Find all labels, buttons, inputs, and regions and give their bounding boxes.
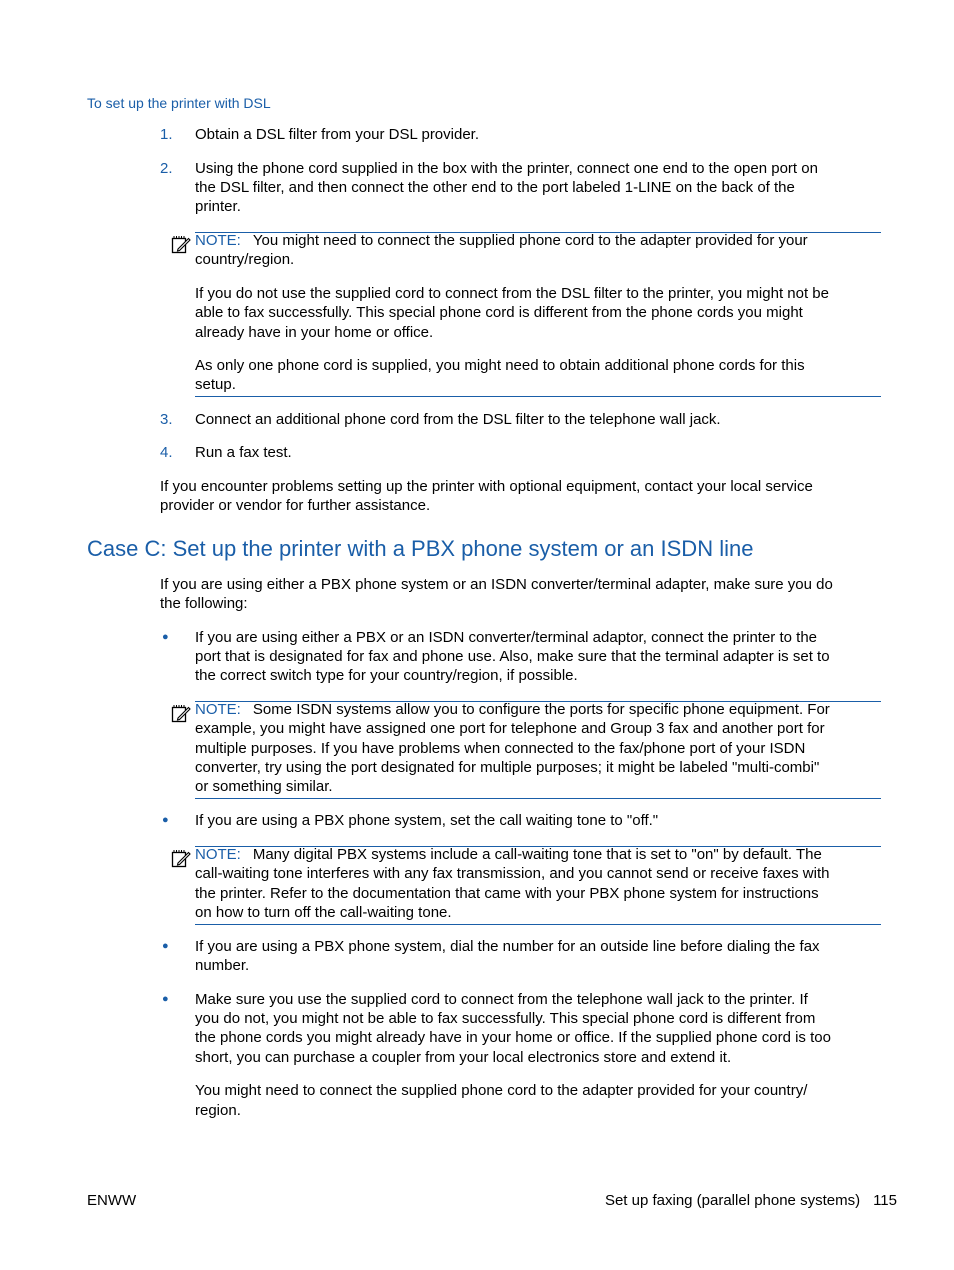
step-text-line: the DSL filter, and then connect the other end to the port labeled 1-LINE on the back of the bbox=[195, 179, 795, 196]
bullet-marker: ● bbox=[162, 940, 169, 952]
note-icon bbox=[171, 848, 191, 868]
note-first-line bbox=[195, 231, 808, 251]
bullet-text-line: If you are using either a PBX or an ISDN converter/terminal adaptor, connect the printer to the bbox=[195, 629, 818, 646]
footer-left-label: ENWW bbox=[87, 1192, 137, 1209]
bullet-marker: ● bbox=[162, 814, 169, 826]
note-bottom-rule bbox=[195, 798, 881, 799]
note-para-line: If you do not use the supplied cord to connect from the DSL filter to the printer, you might not be bbox=[195, 285, 829, 302]
bullet-marker: ● bbox=[162, 631, 169, 643]
dsl-closing-line: If you encounter problems setting up the printer with optional equipment, contact your local service bbox=[160, 478, 813, 495]
bullet-text-line: region. bbox=[195, 1102, 241, 1119]
note-icon bbox=[171, 234, 191, 254]
bullet-marker: ● bbox=[162, 993, 169, 1005]
note-bottom-rule bbox=[195, 924, 881, 925]
step-number: 1. bbox=[160, 126, 173, 143]
note-para-line: able to fax successfully. This special phone cord is different from the phone cords you might bbox=[195, 304, 803, 321]
step-text-line: Using the phone cord supplied in the box with the printer, connect one end to the open port on bbox=[195, 160, 818, 177]
bullet-text-line: port that is designated for fax and phone use. Also, make sure that the terminal adapter is set to bbox=[195, 648, 830, 665]
step-text: Obtain a DSL filter from your DSL provider. bbox=[195, 126, 480, 143]
note-label: NOTE: bbox=[195, 232, 241, 249]
case-c-intro-line: the following: bbox=[160, 595, 248, 612]
bullet-text-line: you do not, you might not be able to fax successfully. This special phone cord is different from bbox=[195, 1010, 816, 1027]
case-c-heading: Case C: Set up the printer with a PBX phone system or an ISDN line bbox=[87, 536, 754, 561]
bullet-text: If you are using a PBX phone system, set the call waiting tone to "off." bbox=[195, 812, 659, 829]
step-number: 4. bbox=[160, 444, 173, 461]
note-text-line: multiple purposes. If you have problems when connected to the fax/phone port of your ISDN bbox=[195, 740, 806, 757]
note-text-line: or something similar. bbox=[195, 778, 333, 795]
note-label: NOTE: bbox=[195, 846, 241, 863]
note-text: Many digital PBX systems include a call-waiting tone that is set to "on" by default. The bbox=[252, 846, 822, 863]
step-text-line: printer. bbox=[195, 198, 241, 215]
note-para-line: As only one phone cord is supplied, you might need to obtain additional phone cords for this bbox=[195, 357, 805, 374]
step-text: Connect an additional phone cord from the DSL filter to the telephone wall jack. bbox=[195, 411, 721, 428]
note-label: NOTE: bbox=[195, 701, 241, 718]
page-number: 115 bbox=[873, 1192, 897, 1209]
dsl-section-heading: To set up the printer with DSL bbox=[87, 95, 271, 111]
bullet-text-line: number. bbox=[195, 957, 250, 974]
step-text: Run a fax test. bbox=[195, 444, 292, 461]
note-para-line: setup. bbox=[195, 376, 236, 393]
dsl-closing-line: provider or vendor for further assistance. bbox=[160, 497, 431, 514]
bullet-text-line: If you are using a PBX phone system, dial the number for an outside line before dialing the fax bbox=[195, 938, 820, 955]
note-text-line: country/region. bbox=[195, 251, 295, 268]
note-para-line: already have in your home or office. bbox=[195, 324, 434, 341]
step-number: 3. bbox=[160, 411, 173, 428]
note-first-line bbox=[195, 845, 822, 865]
note-text-line: converter, try using the port designated for multiple purposes; it might be labeled "multi-combi" bbox=[195, 759, 820, 776]
note-text-line: example, you might have assigned one port for telephone and Group 3 fax and another port for bbox=[195, 720, 825, 737]
note-text-line: on how to turn off the call-waiting tone. bbox=[195, 904, 452, 921]
footer-right bbox=[605, 1191, 897, 1210]
step-number: 2. bbox=[160, 160, 173, 177]
note-text-line: call-waiting tone interferes with any fax transmission, and you cannot send or receive faxes with bbox=[195, 865, 830, 882]
bullet-text-line: You might need to connect the supplied phone cord to the adapter provided for your country/ bbox=[195, 1082, 808, 1099]
footer-section-title: Set up faxing (parallel phone systems) bbox=[604, 1192, 861, 1209]
note-text-line: the printer. Refer to the documentation that came with your PBX phone system for instructions bbox=[195, 885, 819, 902]
bullet-text-line: the correct switch type for your country/region, if possible. bbox=[195, 667, 578, 684]
note-text: You might need to connect the supplied phone cord to the adapter provided for your bbox=[252, 232, 808, 249]
case-c-intro-line: If you are using either a PBX phone system or an ISDN converter/terminal adapter, make sure you do bbox=[160, 576, 833, 593]
note-text: Some ISDN systems allow you to configure the ports for specific phone equipment. For bbox=[252, 701, 830, 718]
bullet-text-line: Make sure you use the supplied cord to connect from the telephone wall jack to the printer. If bbox=[195, 991, 808, 1008]
note-first-line bbox=[195, 700, 830, 720]
note-bottom-rule bbox=[195, 396, 881, 397]
bullet-text-line: short, you can purchase a coupler from your local electronics store and extend it. bbox=[195, 1049, 732, 1066]
note-icon bbox=[171, 703, 191, 723]
bullet-text-line: the phone cords you might already have in your home or office. If the supplied phone cord is too bbox=[195, 1029, 831, 1046]
